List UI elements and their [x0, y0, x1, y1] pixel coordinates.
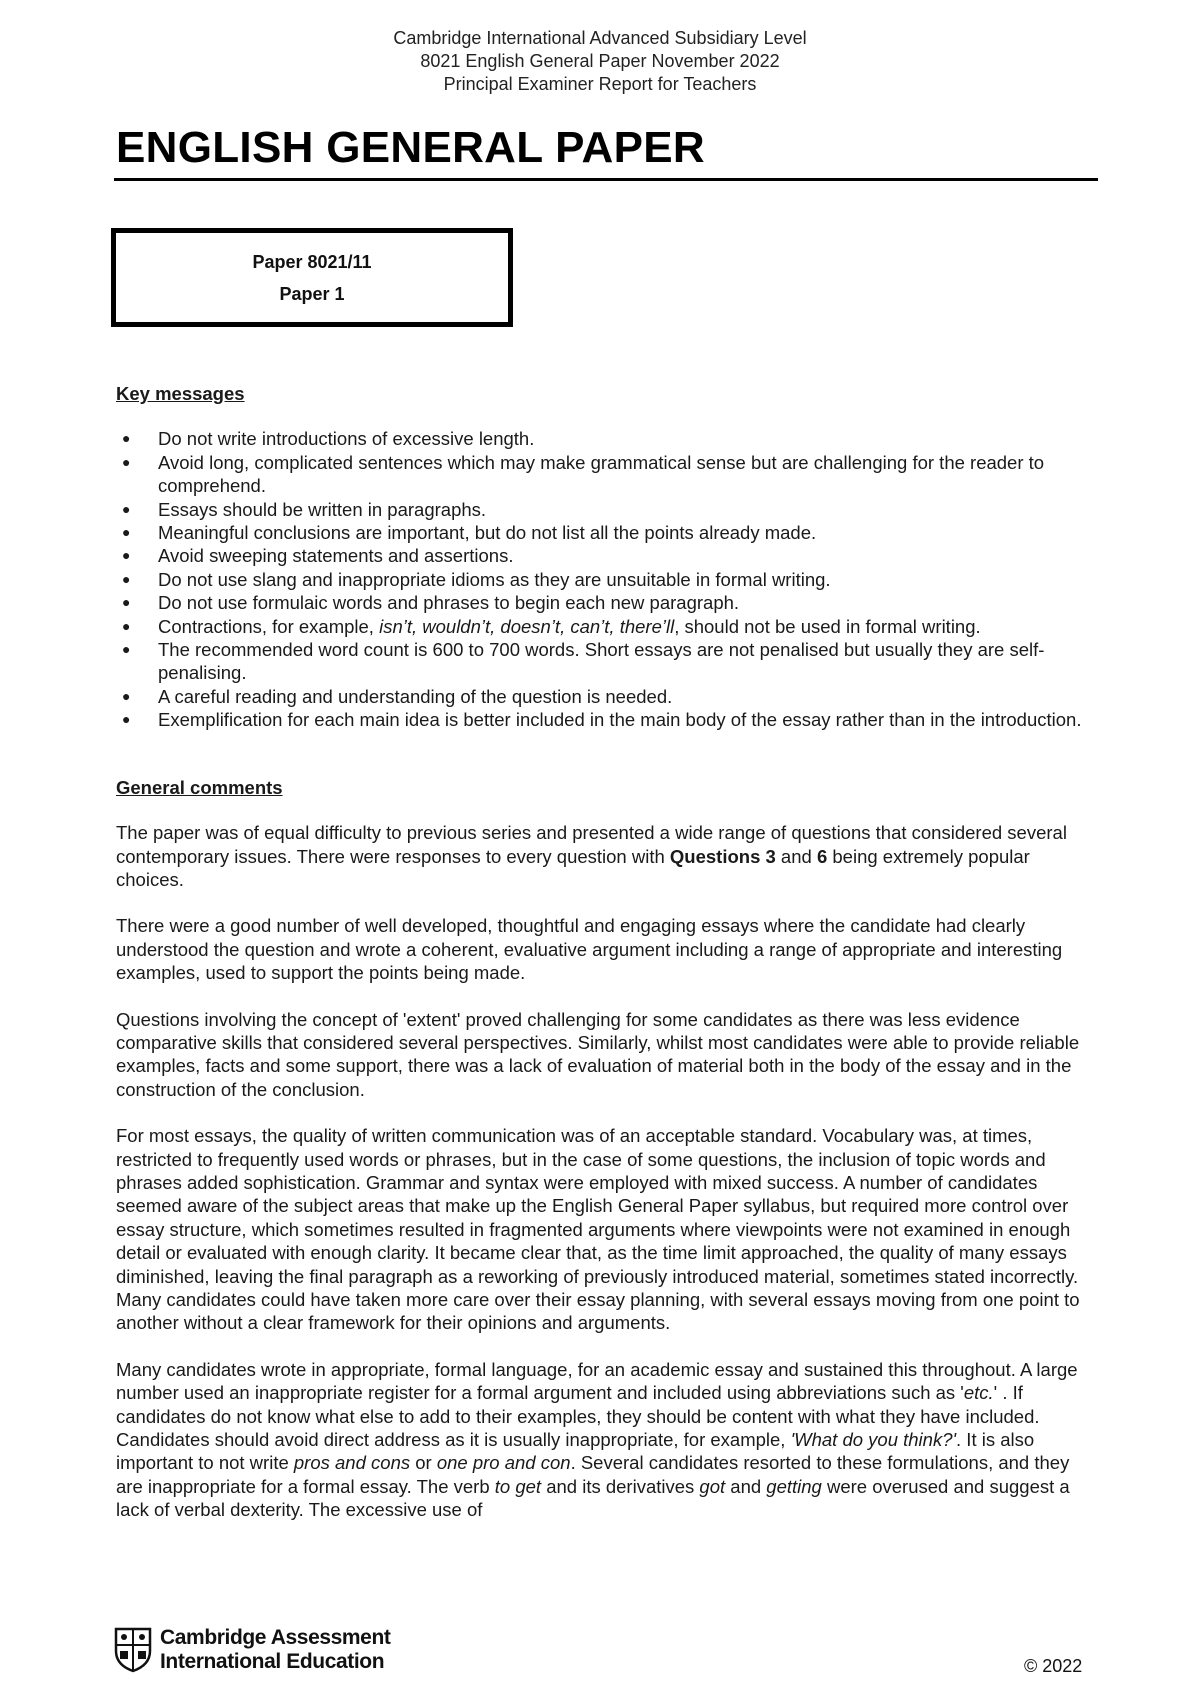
list-item: ● Meaningful conclusions are important, but do not list all the points already made. [122, 522, 817, 544]
bullet-icon: ● [122, 687, 131, 704]
bullet-icon: ● [122, 430, 131, 447]
list-item: ● Avoid long, complicated sentences which may make grammatical sense but are challenging for the reader to comprehend. [122, 451, 1045, 497]
crest-icon [114, 1627, 152, 1673]
report-body [116, 382, 1096, 1545]
bullet-icon: ● [122, 547, 131, 564]
paragraph: Questions involving the concept of 'extent' proved challenging for some candidates as there was less evidence comparative skills that considered several perspectives. Similarly, whilst most candidates were able to provide reliable examples, facts and some support, there was a lack of evaluation of material both in the body of the essay and in the construction of the conclusion. [116, 1008, 1080, 1100]
logo-wordmark [160, 1626, 390, 1674]
paragraph: The paper was of equal difficulty to previous series and presented a wide range of questions that considered several contemporary issues. There were responses to every question with Questions 3 and 6 being extremely popular choices. [116, 822, 1067, 890]
cambridge-logo [114, 1626, 390, 1674]
general-comments-heading: General comments [116, 776, 283, 798]
key-messages-heading: Key messages [116, 383, 245, 404]
list-item: ● Contractions, for example, isn’t, wouldn’t, doesn’t, can’t, there’ll, should not be used in formal writing. [122, 615, 981, 637]
bullet-icon: ● [122, 641, 131, 658]
bullet-icon: ● [122, 500, 131, 517]
header-line-2: 8021 English General Paper November 2022 [420, 51, 780, 71]
paper-info-box [111, 228, 513, 327]
header-line-3: Principal Examiner Report for Teachers [443, 74, 757, 94]
list-item: ● Exemplification for each main idea is better included in the main body of the essay rather than in the introduction. [122, 709, 1082, 731]
paper-code: Paper 8021/11 [252, 251, 372, 272]
paragraph: Many candidates wrote in appropriate, formal language, for an academic essay and sustained this throughout. A large number used an inappropriate register for a formal argument and included using abbreviations such as 'etc.' . If candidates do not know what else to add to their examples, they should be content with what they have included. Candidates should avoid direct address as it is usually inappropriate, for example, 'What do you think?'. It is also important to not write pros and cons or one pro and con. Several candidates resorted to these formulations, and they are inappropriate for a formal essay. The verb to get and its derivatives got and getting were overused and suggest a lack of verbal dexterity. The excessive use of [116, 1358, 1078, 1521]
logo-line-2: International Education [160, 1650, 385, 1673]
paper-number: Paper 1 [279, 283, 345, 304]
title-underline-rule [114, 178, 1098, 181]
paragraph: There were a good number of well developed, thoughtful and engaging essays where the candidate had clearly understood the question and wrote a coherent, evaluative argument including a range of appropriate and interesting examples, used to support the points being made. [116, 915, 1063, 984]
bullet-icon: ● [122, 524, 131, 541]
list-item: ● Do not use slang and inappropriate idioms as they are unsuitable in formal writing. [122, 568, 831, 590]
list-item: ● Do not use formulaic words and phrases to begin each new paragraph. [122, 592, 740, 614]
document-title: ENGLISH GENERAL PAPER [116, 123, 705, 172]
running-header [0, 27, 1200, 96]
list-item: ● Do not write introductions of excessive length. [122, 428, 535, 450]
copyright-notice: © 2022 [1024, 1656, 1083, 1676]
bullet-icon: ● [122, 570, 131, 587]
list-item: ● Avoid sweeping statements and assertions. [122, 545, 514, 567]
bullet-icon: ● [122, 594, 131, 611]
list-item: ● A careful reading and understanding of the question is needed. [122, 685, 673, 707]
bullet-icon: ● [122, 711, 131, 728]
key-messages-list [116, 427, 1096, 731]
paragraph: For most essays, the quality of written communication was of an acceptable standard. Vocabulary was, at times, restricted to frequently used words or phrases, but in the case of some questions, the inclusion of topic words and phrases added sophistication. Grammar and syntax were employed with mixed success. A number of candidates seemed aware of the subject areas that make up the English General Paper syllabus, but required more control over essay structure, which sometimes resulted in fragmented arguments where viewpoints were not examined in enough detail or evaluated with enough clarity. It became clear that, as the time limit approached, the quality of many essays diminished, leaving the final paragraph as a reworking of previously introduced material, sometimes stated incorrectly. Many candidates could have taken more care over their essay planning, with several essays moving from one point to another without a clear framework for their opinions and arguments. [116, 1125, 1080, 1334]
header-line-1: Cambridge International Advanced Subsidiary Level [393, 28, 807, 48]
list-item: ● Essays should be written in paragraphs. [122, 498, 487, 520]
bullet-icon: ● [122, 453, 131, 470]
logo-line-1: Cambridge Assessment [160, 1626, 391, 1649]
list-item: ● The recommended word count is 600 to 700 words. Short essays are not penalised but usually they are self-penalising. [122, 639, 1045, 684]
bullet-icon: ● [122, 617, 131, 634]
